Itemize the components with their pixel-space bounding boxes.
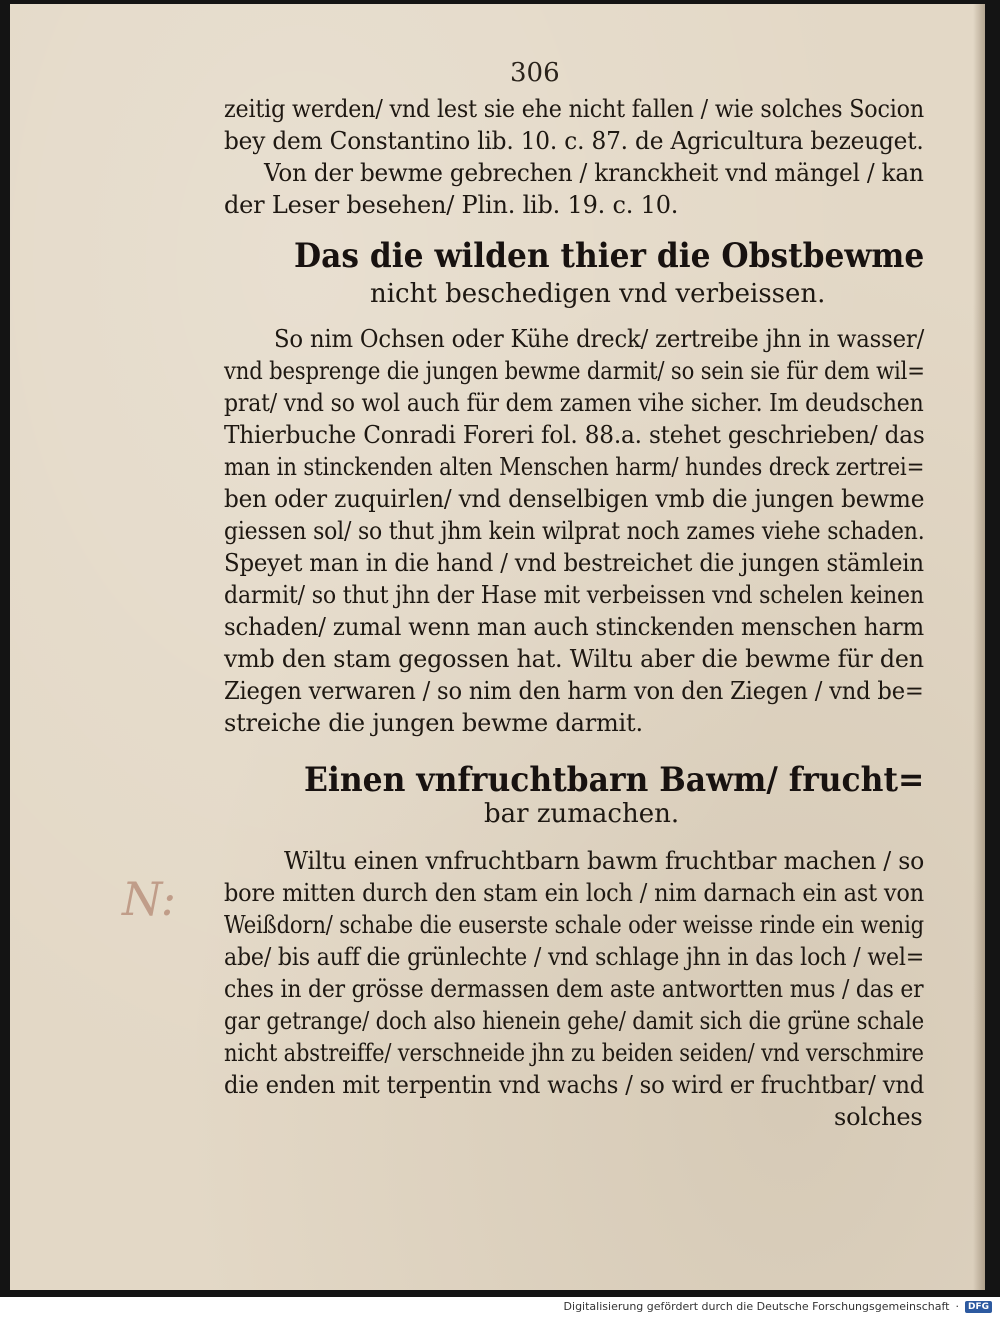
section-heading: Einen vnfruchtbarn Bawm/ frucht= <box>304 760 925 800</box>
body-line: Von der bewme gebrechen / kranckheit vnd mängel / kan <box>264 159 924 187</box>
margin-annotation: N: <box>122 872 177 926</box>
body-line: ches in der grösse dermassen dem aste antwortten mus / das er <box>224 975 924 1003</box>
body-line: vnd besprenge die jungen bewme darmit/ so sein sie für dem wil= <box>224 357 925 385</box>
body-line: der Leser besehen/ Plin. lib. 19. c. 10. <box>224 191 679 219</box>
catchword: solches <box>834 1103 923 1131</box>
body-line: prat/ vnd so wol auch für dem zamen vihe sicher. Im deudschen <box>224 389 924 417</box>
body-line: Thierbuche Conradi Foreri fol. 88.a. stehet geschrieben/ das <box>224 421 925 449</box>
body-line: So nim Ochsen oder Kühe dreck/ zertreibe jhn in wasser/ <box>274 325 925 353</box>
section-subheading: bar zumachen. <box>484 799 680 829</box>
body-line: zeitig werden/ vnd lest sie ehe nicht fallen / wie solches Socion <box>224 95 924 123</box>
page-edge-shadow <box>973 4 985 1290</box>
body-line: Weißdorn/ schabe die euserste schale oder weisse rinde ein wenig <box>224 911 924 939</box>
book-page <box>10 4 985 1290</box>
dfg-logo-icon: DFG <box>965 1301 992 1313</box>
body-line: Speyet man in die hand / vnd bestreichet die jungen stämlein <box>224 549 924 577</box>
body-line: bore mitten durch den stam ein loch / nim darnach ein ast von <box>224 879 925 907</box>
body-line: Wiltu einen vnfruchtbarn bawm fruchtbar machen / so <box>284 847 925 875</box>
body-line: man in stinckenden alten Menschen harm/ hundes dreck zertrei= <box>224 453 925 481</box>
body-line: schaden/ zumal wenn man auch stinckenden menschen harm <box>224 613 924 641</box>
footer-separator: · <box>955 1300 959 1313</box>
body-line: bey dem Constantino lib. 10. c. 87. de Agricultura bezeuget. <box>224 127 924 155</box>
footer-credit-text: Digitalisierung gefördert durch die Deutsche Forschungsgemeinschaft <box>563 1300 950 1313</box>
body-line: ben oder zuquirlen/ vnd denselbigen vmb die jungen bewme <box>224 485 925 513</box>
body-line: vmb den stam gegossen hat. Wiltu aber die bewme für den <box>224 645 924 673</box>
body-line: giessen sol/ so thut jhm kein wilprat noch zames viehe schaden. <box>224 517 925 545</box>
body-line: gar getrange/ doch also hienein gehe/ damit sich die grüne schale <box>224 1007 924 1035</box>
body-line: darmit/ so thut jhn der Hase mit verbeissen vnd schelen keinen <box>224 581 924 609</box>
digitization-footer <box>564 1300 992 1313</box>
body-line: die enden mit terpentin vnd wachs / so wird er fruchtbar/ vnd <box>224 1071 925 1099</box>
body-line: Ziegen verwaren / so nim den harm von den Ziegen / vnd be= <box>224 677 924 705</box>
section-heading: Das die wilden thier die Obstbewme <box>294 236 925 276</box>
body-line: streiche die jungen bewme darmit. <box>224 709 643 737</box>
body-line: abe/ bis auff die grünlechte / vnd schlage jhn in das loch / wel= <box>224 943 925 971</box>
page-number: 306 <box>510 58 560 88</box>
body-line: nicht abstreiffe/ verschneide jhn zu beiden seiden/ vnd verschmire <box>224 1039 924 1067</box>
section-subheading: nicht beschedigen vnd verbeissen. <box>370 279 826 309</box>
